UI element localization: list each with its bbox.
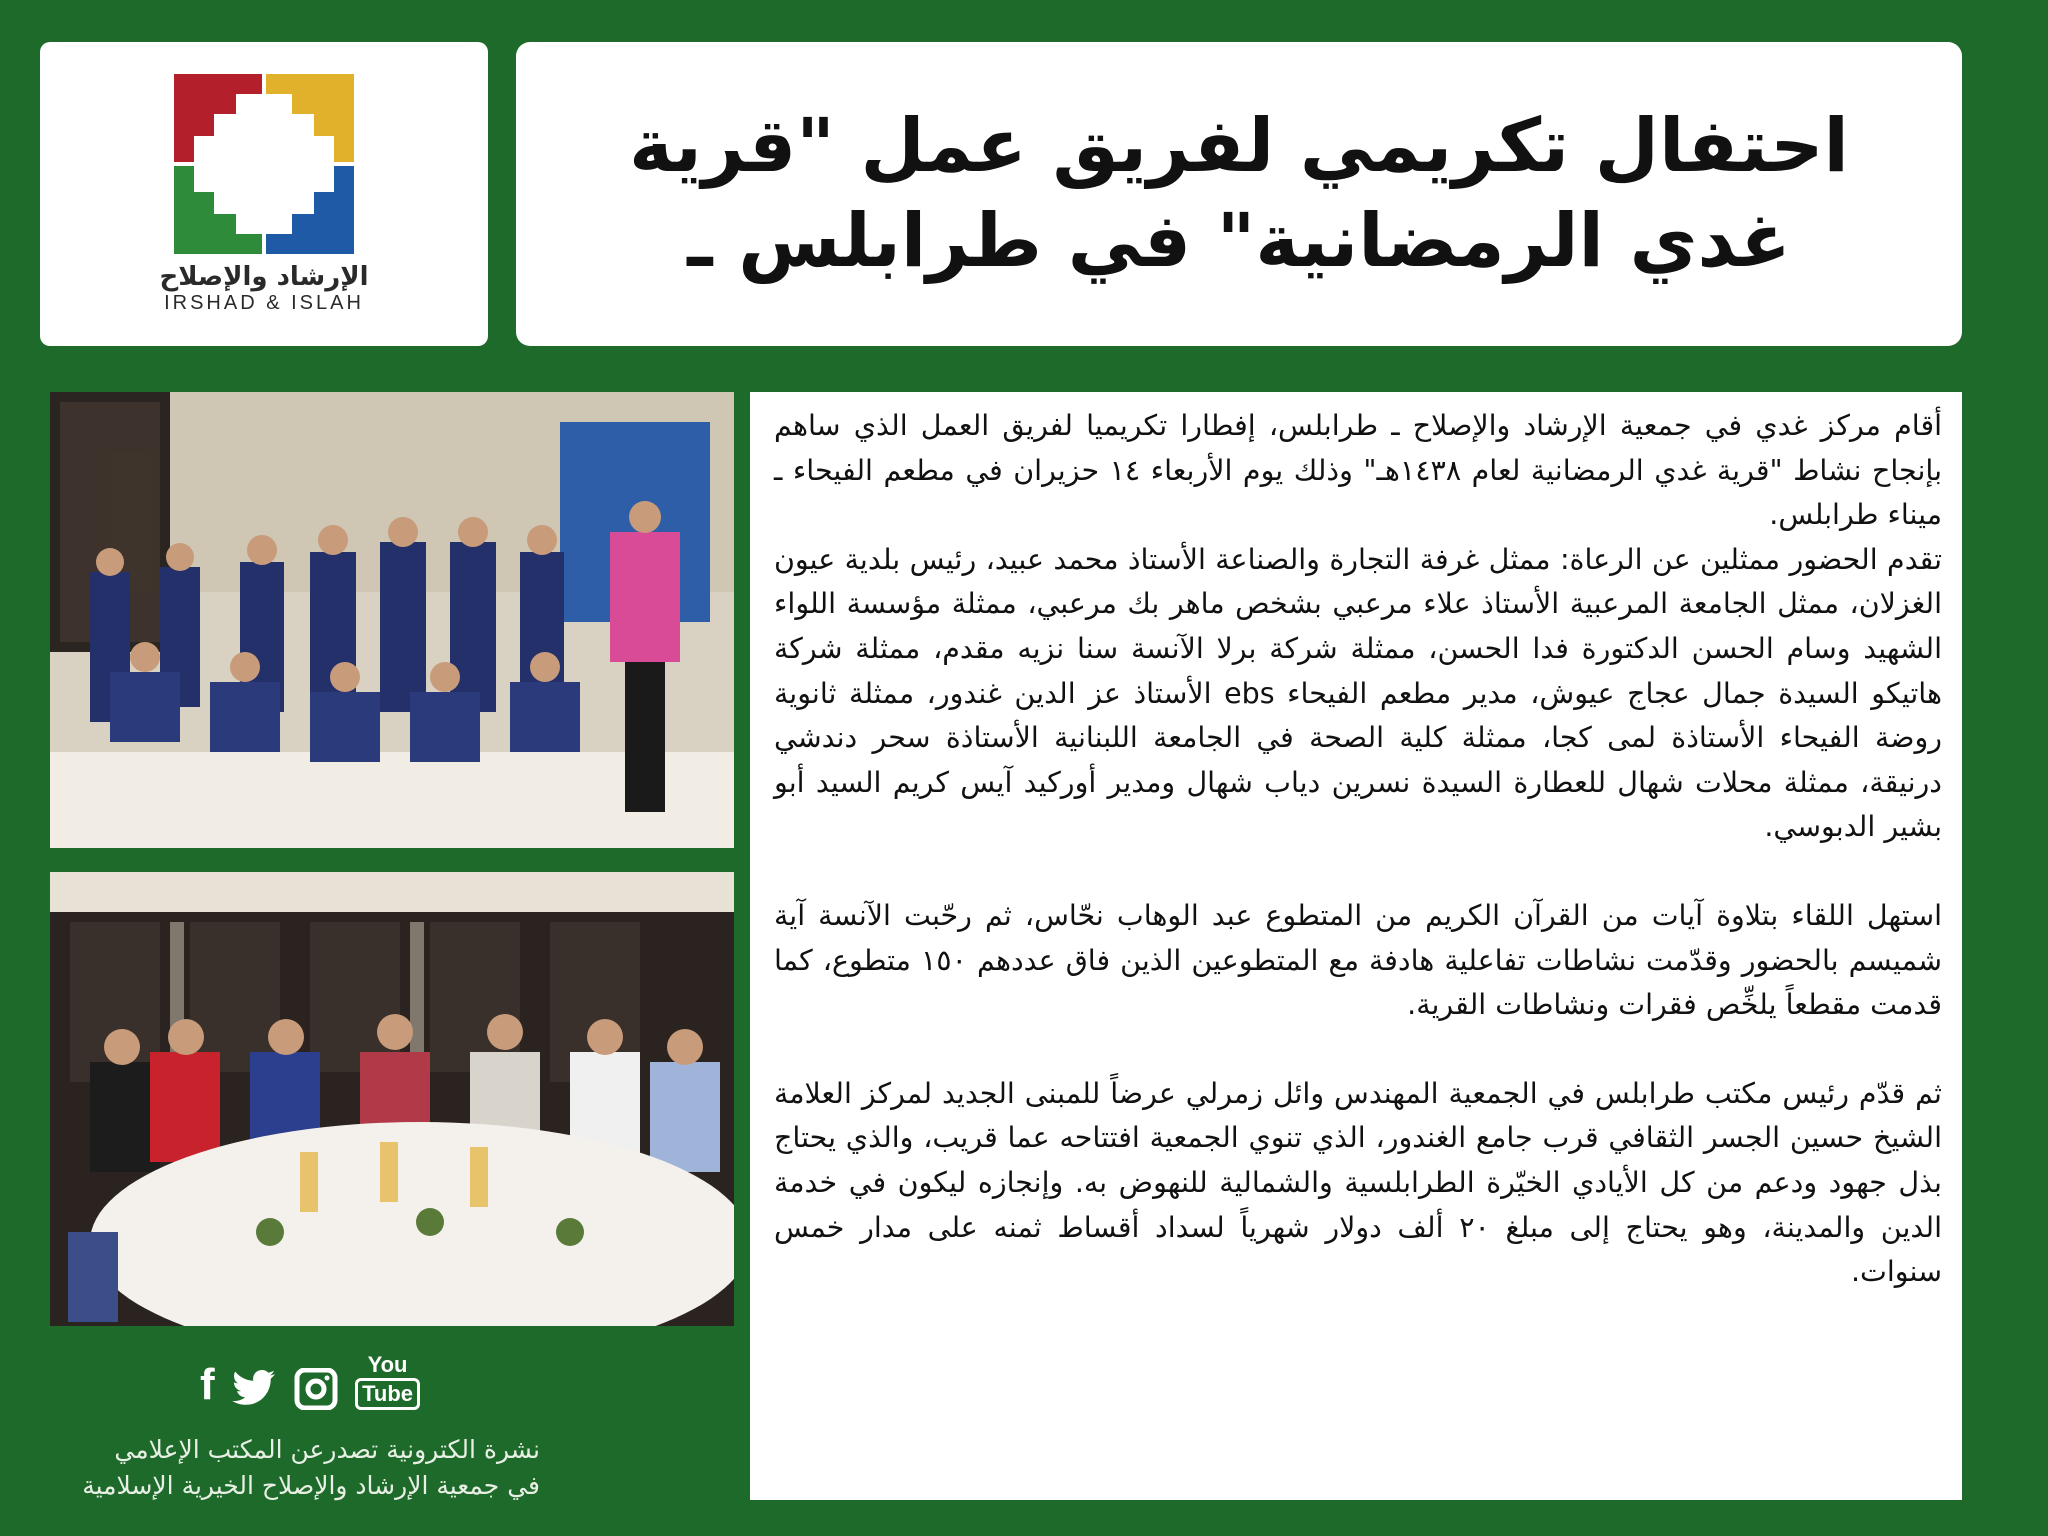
irshad-islah-logo-icon <box>174 74 354 254</box>
article-paragraph-3: استهل اللقاء بتلاوة آيات من القرآن الكريم من المتطوع عبد الوهاب نحّاس، ثم رحّبت الآنسة آية شميسم بالحضور وقدّمت نشاطات تفاعلية هادفة مع المتطوعين الذين فاق عددهم ١٥٠ متطوع، كما قدمت مقطعاً يلخِّص فقرات ونشاطات القرية. <box>774 898 1942 1022</box>
paragraph-spacer <box>774 1028 1942 1072</box>
article-paragraph-1: أقام مركز غدي في جمعية الإرشاد والإصلاح ـ طرابلس، إفطارا تكريميا لفريق العمل الذي ساهم بإنجاح نشاط "قرية غدي الرمضانية لعام ١٤٣٨هـ" وذلك يوم الأربعاء ١٤ حزيران في مطعم الفيحاء ـ ميناء طرابلس. <box>774 409 1942 532</box>
article-paragraph-2: تقدم الحضور ممثلين عن الرعاة: ممثل غرفة التجارة والصناعة الأستاذ محمد عبيد، رئيس بلدية عيون الغزلان، ممثل الجامعة المرعبية الأستاذ علاء مرعبي بشخص ماهر بك مرعبي، ممثلة مؤسسة اللواء الشهيد وسام الحسن الدكتورة فدا الحسن، ممثلة شركة برلا الآنسة سنا نزيه مقدم، ممثلة شركة هاتيكو السيدة جمال عجاج عيوش، مدير مطعم الفيحاء ebs الأستاذ عز الدين غندور، ممثلة ثانوية روضة الفيحاء الأستاذة لمى كجا، ممثلة كلية الصحة في الجامعة اللبنانية الأستاذة سحر دندشي درنيقة، ممثلة محلات شهال للعطارة السيدة نسرين دياب شهال ومدير أوركيد آيس كريم السيد أبو بشير الدبوسي. <box>774 542 1942 844</box>
article-paragraph-4: ثم قدّم رئيس مكتب طرابلس في الجمعية المهندس وائل زمرلي عرضاً للمبنى الجديد لمركز العلامة الشيخ حسين الجسر الثقافي قرب جامع الغندور، الذي تنوي الجمعية افتتاحه عما قريب، والذي يحتاج بذل جهود ودعم من كل الأيادي الخيّرة الطرابلسية والشمالية للنهوض به. وإنجازه ليكون في خدمة الدين والمدينة، وهو يحتاج إلى مبلغ ٢٠ ألف دولار شهرياً لسداد أقساط ثمنه على مدار خمس سنوات. <box>774 1076 1942 1289</box>
youtube-icon[interactable] <box>355 1354 420 1410</box>
page-title: احتفال تكريمي لفريق عمل "قرية غدي الرمضانية" في طرابلس ـ <box>629 103 1849 284</box>
youtube-icon-top-text: You <box>367 1352 408 1377</box>
article-body <box>750 392 1962 1500</box>
logo-english-name: IRSHAD & ISLAH <box>164 291 364 314</box>
title-panel <box>516 42 1962 346</box>
twitter-icon[interactable] <box>231 1368 277 1410</box>
paragraph-spacer <box>774 850 1942 894</box>
group-photo <box>50 392 734 848</box>
footer-line-1: نشرة الكترونية تصدرعن المكتب الإعلامي <box>114 1435 540 1464</box>
facebook-icon[interactable]: f <box>200 1360 215 1409</box>
footer-line-2: في جمعية الإرشاد والإصلاح الخيرية الإسلامية <box>82 1471 540 1501</box>
logo-arabic-name: الإرشاد والإصلاح <box>159 261 369 292</box>
logo-panel <box>40 42 488 346</box>
dinner-photo <box>50 872 734 1326</box>
instagram-icon[interactable] <box>293 1368 339 1410</box>
footer-note <box>40 1432 540 1505</box>
social-icons <box>200 1340 420 1410</box>
youtube-icon-bottom-text: Tube <box>355 1378 420 1410</box>
